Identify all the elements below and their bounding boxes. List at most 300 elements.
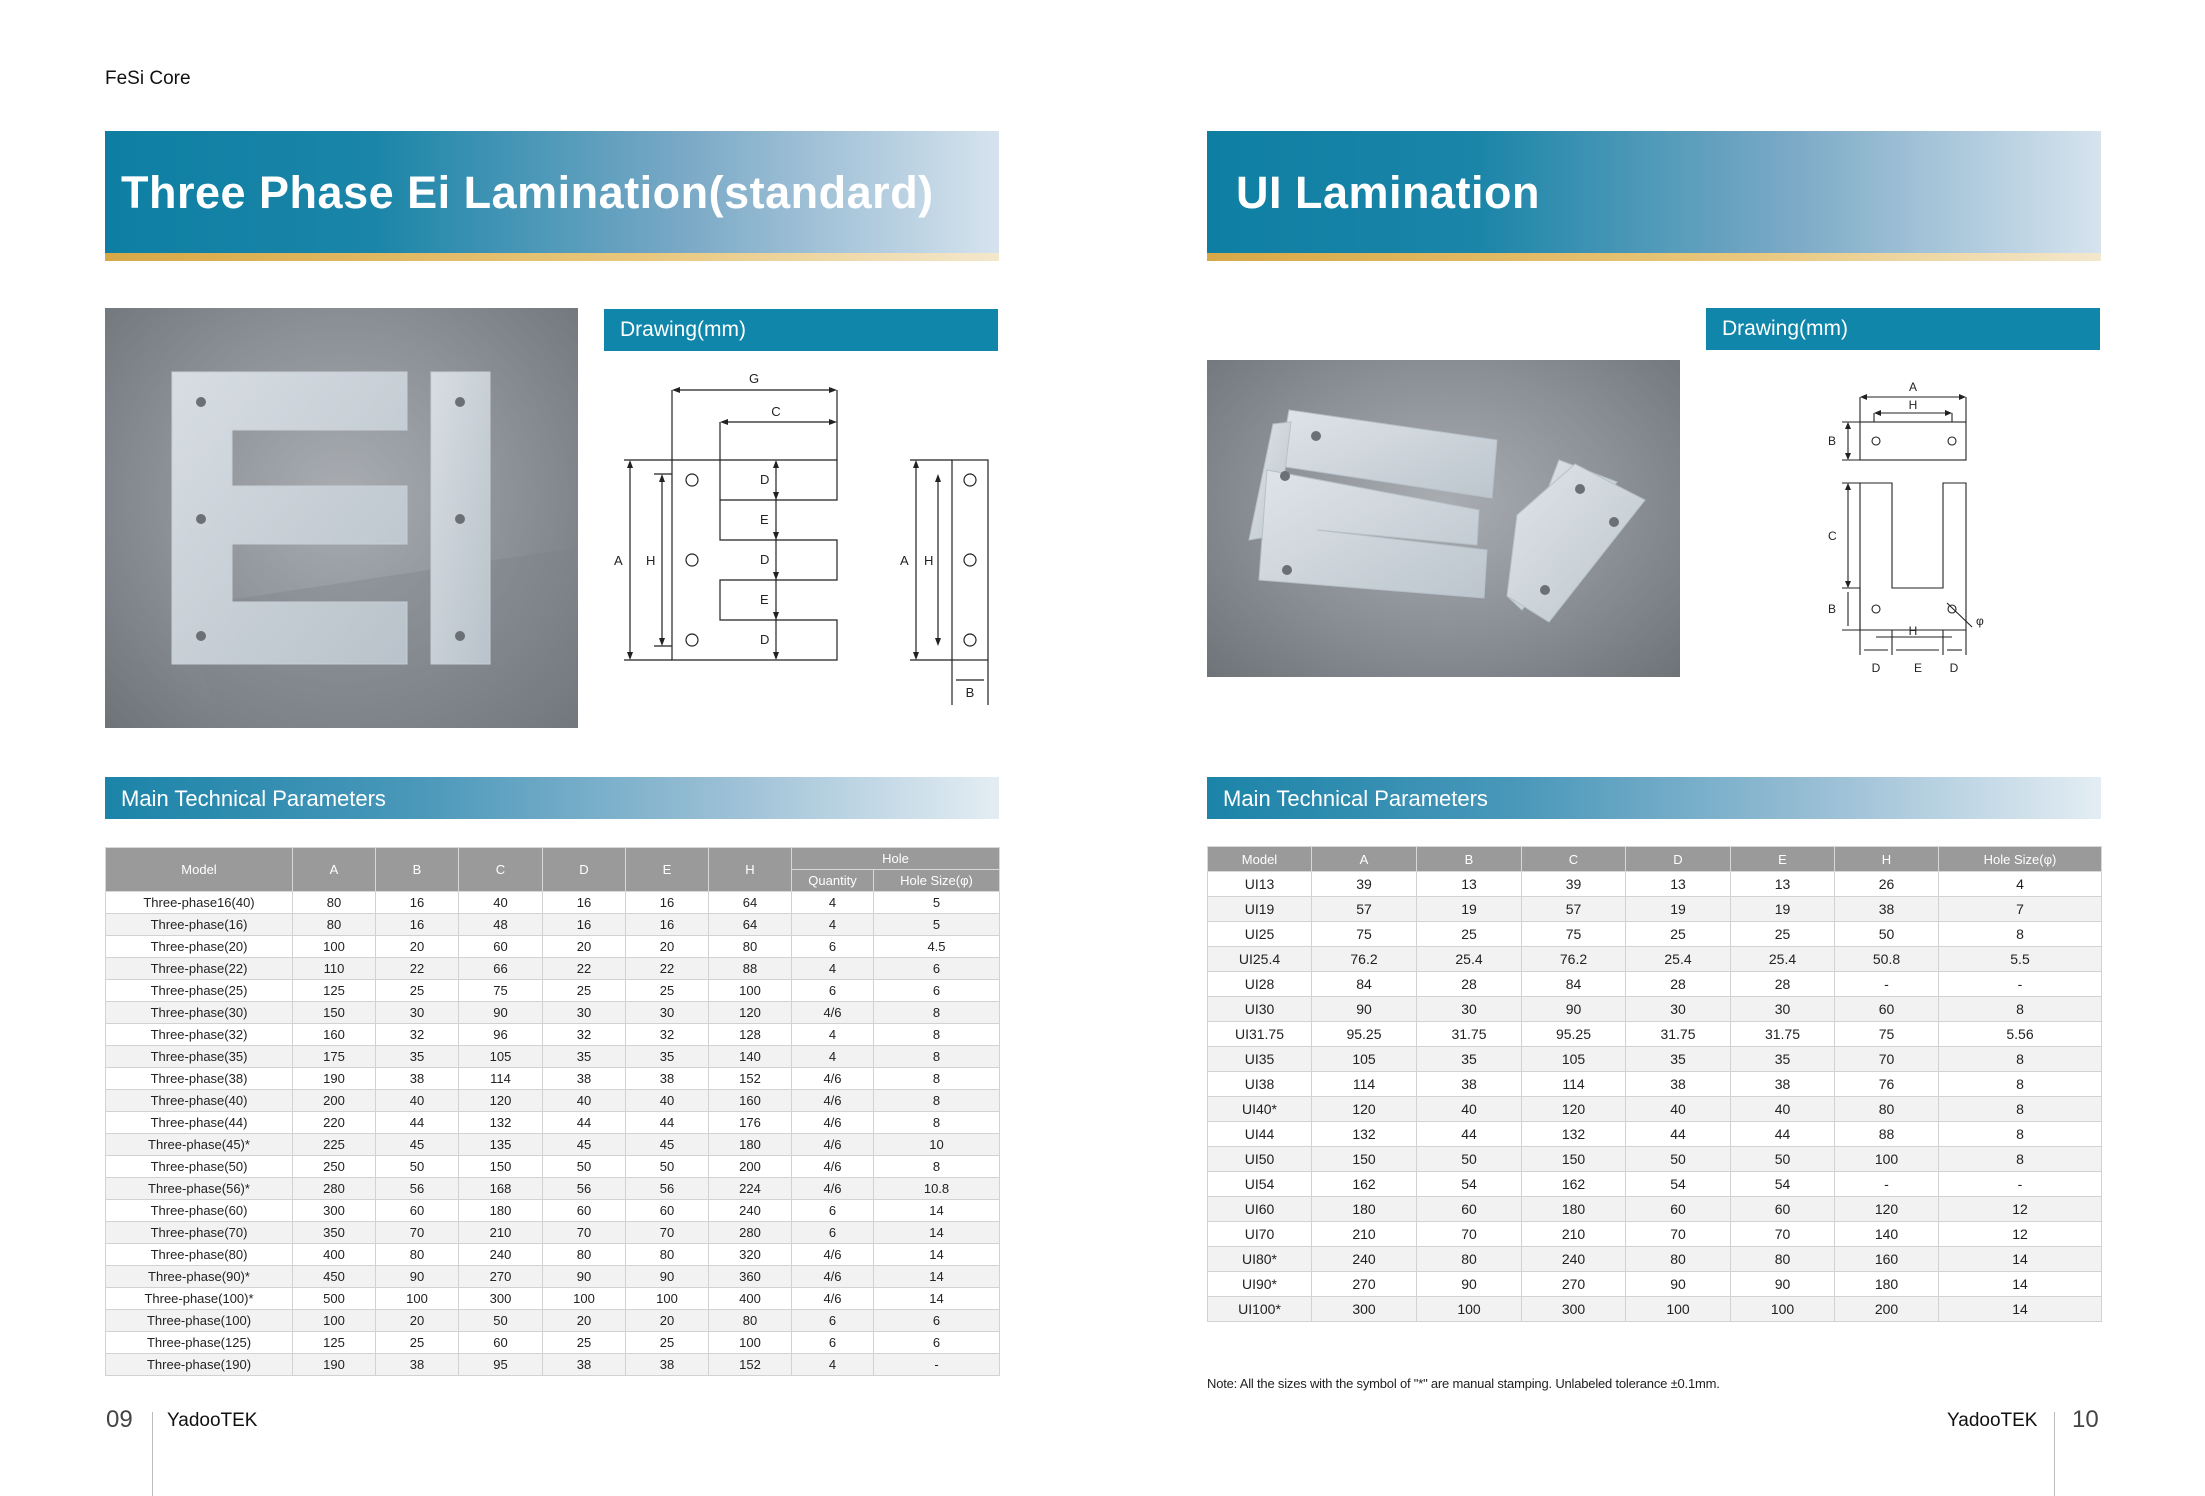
table-row	[1208, 947, 2102, 972]
table-cell: 8	[874, 1156, 1000, 1178]
table-row	[106, 914, 1000, 936]
table-cell: 162	[1312, 1172, 1417, 1197]
table-cell: UI90*	[1208, 1272, 1312, 1297]
table-cell: 56	[626, 1178, 709, 1200]
table-cell: 38	[543, 1354, 626, 1376]
table-cell: 190	[293, 1068, 376, 1090]
table-cell: 44	[543, 1112, 626, 1134]
table-cell: 4/6	[792, 1134, 874, 1156]
ui-dim-label-d1: D	[1871, 661, 1881, 675]
table-cell: 14	[874, 1200, 1000, 1222]
table-cell: 180	[459, 1200, 543, 1222]
right-brand: YadooTEK	[1947, 1410, 2038, 1431]
table-cell: 4/6	[792, 1090, 874, 1112]
ui-lamination-illustration	[1207, 360, 1680, 677]
table-cell: 160	[1835, 1247, 1939, 1272]
table-cell: 175	[293, 1046, 376, 1068]
table-cell: 75	[1312, 922, 1417, 947]
table-cell: Three-phase(60)	[106, 1200, 293, 1222]
table-cell: Three-phase(90)*	[106, 1266, 293, 1288]
right-section-bar	[1207, 777, 2101, 819]
table-row	[106, 1288, 1000, 1310]
table-row	[1208, 972, 2102, 997]
table-cell: Three-phase(80)	[106, 1244, 293, 1266]
table-cell: 140	[1835, 1222, 1939, 1247]
table-row	[1208, 922, 2102, 947]
table-cell: 176	[709, 1112, 792, 1134]
ui-col-header-hole-size: Hole Size(φ)	[1939, 847, 2102, 872]
table-cell: Three-phase(70)	[106, 1222, 293, 1244]
table-cell: 135	[459, 1134, 543, 1156]
table-cell: 450	[293, 1266, 376, 1288]
table-cell: 6	[792, 1200, 874, 1222]
table-cell: 105	[459, 1046, 543, 1068]
table-cell: UI100*	[1208, 1297, 1312, 1322]
col-header-hole: Hole	[792, 848, 1000, 870]
table-cell: 100	[1731, 1297, 1835, 1322]
table-cell: Three-phase(50)	[106, 1156, 293, 1178]
table-row	[1208, 1197, 2102, 1222]
table-cell: 45	[626, 1134, 709, 1156]
table-cell: 210	[1522, 1222, 1626, 1247]
table-row	[1208, 897, 2102, 922]
table-cell: UI80*	[1208, 1247, 1312, 1272]
table-row	[106, 1046, 1000, 1068]
table-cell: 4.5	[874, 936, 1000, 958]
table-cell: UI70	[1208, 1222, 1312, 1247]
table-cell: 6	[874, 958, 1000, 980]
dim-label-a-i: A	[900, 553, 909, 568]
table-row	[1208, 1072, 2102, 1097]
table-cell: Three-phase(40)	[106, 1090, 293, 1112]
table-cell: 48	[459, 914, 543, 936]
table-cell: 6	[792, 980, 874, 1002]
ui-dim-label-e: E	[1913, 661, 1923, 675]
table-cell: 132	[1312, 1122, 1417, 1147]
left-footer-divider	[152, 1412, 153, 1496]
table-cell: 4	[792, 892, 874, 914]
table-cell: 28	[1731, 972, 1835, 997]
table-cell: 25.4	[1626, 947, 1731, 972]
table-cell: 100	[293, 1310, 376, 1332]
table-cell: -	[1835, 972, 1939, 997]
table-cell: 14	[1939, 1247, 2102, 1272]
table-cell: 14	[874, 1266, 1000, 1288]
table-row	[106, 936, 1000, 958]
table-row	[1208, 1022, 2102, 1047]
table-cell: 96	[459, 1024, 543, 1046]
col-header-quantity: Quantity	[792, 870, 874, 892]
table-cell: 114	[1522, 1072, 1626, 1097]
table-cell: 4/6	[792, 1288, 874, 1310]
table-cell: 40	[1731, 1097, 1835, 1122]
table-row	[106, 1112, 1000, 1134]
table-cell: 180	[1312, 1197, 1417, 1222]
table-cell: 95.25	[1312, 1022, 1417, 1047]
table-cell: 180	[709, 1134, 792, 1156]
table-cell: 66	[459, 958, 543, 980]
ui-dim-label-b1: B	[1828, 434, 1837, 448]
table-cell: 13	[1731, 872, 1835, 897]
ui-dim-label-c: C	[1828, 529, 1837, 543]
table-cell: 80	[709, 936, 792, 958]
table-cell: 40	[1417, 1097, 1522, 1122]
table-cell: 8	[874, 1024, 1000, 1046]
table-cell: 76	[1835, 1072, 1939, 1097]
table-cell: 152	[709, 1068, 792, 1090]
table-cell: 4/6	[792, 1112, 874, 1134]
table-cell: UI38	[1208, 1072, 1312, 1097]
table-row	[106, 1244, 1000, 1266]
table-cell: Three-phase(125)	[106, 1332, 293, 1354]
table-cell: 80	[293, 914, 376, 936]
table-cell: 60	[1626, 1197, 1731, 1222]
table-cell: 4/6	[792, 1156, 874, 1178]
table-cell: 6	[874, 1310, 1000, 1332]
table-cell: 270	[1312, 1272, 1417, 1297]
table-cell: -	[1939, 1172, 2102, 1197]
table-cell: 84	[1522, 972, 1626, 997]
table-cell: 31.75	[1626, 1022, 1731, 1047]
table-cell: 38	[626, 1354, 709, 1376]
table-cell: 300	[293, 1200, 376, 1222]
table-cell: 8	[1939, 1072, 2102, 1097]
table-cell: 30	[626, 1002, 709, 1024]
table-row	[1208, 1272, 2102, 1297]
table-cell: 16	[376, 892, 459, 914]
table-cell: UI13	[1208, 872, 1312, 897]
table-cell: 100	[1417, 1297, 1522, 1322]
table-cell: 80	[543, 1244, 626, 1266]
table-cell: 125	[293, 1332, 376, 1354]
table-cell: 5.5	[1939, 947, 2102, 972]
table-cell: Three-phase(30)	[106, 1002, 293, 1024]
table-cell: 6	[792, 1332, 874, 1354]
table-cell: -	[1939, 972, 2102, 997]
table-cell: 90	[626, 1266, 709, 1288]
table-cell: 60	[626, 1200, 709, 1222]
table-cell: 16	[543, 914, 626, 936]
table-cell: 80	[1417, 1247, 1522, 1272]
table-cell: 8	[1939, 1147, 2102, 1172]
header-label: FeSi Core	[105, 68, 191, 89]
table-cell: 39	[1522, 872, 1626, 897]
table-cell: 60	[1731, 1197, 1835, 1222]
table-cell: 240	[1522, 1247, 1626, 1272]
table-cell: 60	[543, 1200, 626, 1222]
ui-col-header-a: A	[1312, 847, 1417, 872]
table-cell: 4/6	[792, 1244, 874, 1266]
table-cell: 14	[874, 1244, 1000, 1266]
table-cell: UI60	[1208, 1197, 1312, 1222]
table-cell: 320	[709, 1244, 792, 1266]
table-cell: 140	[709, 1046, 792, 1068]
table-cell: 25	[1626, 922, 1731, 947]
table-row	[1208, 872, 2102, 897]
left-section-bar	[105, 777, 999, 819]
left-drawing-label: Drawing(mm)	[620, 318, 746, 341]
table-cell: 80	[1835, 1097, 1939, 1122]
table-cell: UI25.4	[1208, 947, 1312, 972]
table-cell: UI19	[1208, 897, 1312, 922]
table-cell: 70	[543, 1222, 626, 1244]
table-cell: 90	[459, 1002, 543, 1024]
table-row	[106, 958, 1000, 980]
ei-parameters-table	[105, 847, 1000, 1376]
table-cell: 54	[1626, 1172, 1731, 1197]
table-cell: 114	[1312, 1072, 1417, 1097]
table-cell: 25	[376, 980, 459, 1002]
table-cell: 22	[376, 958, 459, 980]
table-cell: 4	[1939, 872, 2102, 897]
table-cell: Three-phase16(40)	[106, 892, 293, 914]
table-cell: 76.2	[1522, 947, 1626, 972]
table-cell: 16	[543, 892, 626, 914]
table-cell: Three-phase(56)*	[106, 1178, 293, 1200]
table-cell: Three-phase(32)	[106, 1024, 293, 1046]
table-cell: 95.25	[1522, 1022, 1626, 1047]
table-row	[106, 1068, 1000, 1090]
table-cell: 20	[376, 1310, 459, 1332]
dim-label-d3: D	[760, 632, 770, 647]
col-header-a: A	[293, 848, 376, 892]
table-cell: 38	[1626, 1072, 1731, 1097]
table-cell: 280	[293, 1178, 376, 1200]
table-cell: 4	[792, 914, 874, 936]
table-cell: 26	[1835, 872, 1939, 897]
ui-col-header-c: C	[1522, 847, 1626, 872]
table-row	[1208, 997, 2102, 1022]
table-cell: 35	[543, 1046, 626, 1068]
table-cell: 180	[1522, 1197, 1626, 1222]
ui-dim-label-b2: B	[1828, 602, 1837, 616]
table-cell: 300	[1522, 1297, 1626, 1322]
right-page-title: UI Lamination	[1236, 167, 1541, 218]
table-cell: 16	[376, 914, 459, 936]
table-cell: 56	[543, 1178, 626, 1200]
table-cell: 38	[376, 1068, 459, 1090]
table-cell: Three-phase(45)*	[106, 1134, 293, 1156]
ui-dim-label-phi: φ	[1976, 614, 1984, 628]
table-cell: 162	[1522, 1172, 1626, 1197]
table-cell: 8	[1939, 1097, 2102, 1122]
table-cell: 44	[376, 1112, 459, 1134]
right-title-banner	[1207, 131, 2101, 253]
table-cell: 20	[376, 936, 459, 958]
table-cell: 100	[293, 936, 376, 958]
table-cell: 180	[1835, 1272, 1939, 1297]
table-cell: 120	[1522, 1097, 1626, 1122]
table-cell: 360	[709, 1266, 792, 1288]
table-cell: Three-phase(22)	[106, 958, 293, 980]
table-cell: 70	[376, 1222, 459, 1244]
table-cell: 70	[1835, 1047, 1939, 1072]
table-cell: 25.4	[1731, 947, 1835, 972]
table-cell: 90	[543, 1266, 626, 1288]
table-cell: 8	[874, 1068, 1000, 1090]
table-cell: 75	[1835, 1022, 1939, 1047]
table-cell: 30	[1417, 997, 1522, 1022]
table-row	[106, 1024, 1000, 1046]
table-row	[106, 1222, 1000, 1244]
table-cell: 25	[543, 1332, 626, 1354]
left-page-title: Three Phase Ei Lamination(standard)	[121, 167, 934, 218]
table-cell: 224	[709, 1178, 792, 1200]
table-cell: 31.75	[1731, 1022, 1835, 1047]
table-cell: 54	[1731, 1172, 1835, 1197]
table-cell: 38	[376, 1354, 459, 1376]
ui-col-header-e: E	[1731, 847, 1835, 872]
ei-technical-drawing	[604, 360, 999, 715]
table-cell: 16	[626, 892, 709, 914]
table-cell: 280	[709, 1222, 792, 1244]
right-drawing-label: Drawing(mm)	[1722, 317, 1848, 340]
table-cell: 100	[626, 1288, 709, 1310]
table-cell: UI31.75	[1208, 1022, 1312, 1047]
table-cell: 19	[1731, 897, 1835, 922]
table-cell: 6	[792, 1222, 874, 1244]
table-cell: 30	[1626, 997, 1731, 1022]
table-row	[106, 1090, 1000, 1112]
table-cell: 150	[459, 1156, 543, 1178]
table-cell: 54	[1417, 1172, 1522, 1197]
table-cell: 350	[293, 1222, 376, 1244]
table-cell: 13	[1626, 872, 1731, 897]
table-cell: 210	[459, 1222, 543, 1244]
table-cell: 4/6	[792, 1068, 874, 1090]
table-cell: 50	[1626, 1147, 1731, 1172]
table-cell: 240	[459, 1244, 543, 1266]
table-cell: 28	[1626, 972, 1731, 997]
table-cell: 56	[376, 1178, 459, 1200]
table-cell: 25.4	[1417, 947, 1522, 972]
table-cell: 4	[792, 1354, 874, 1376]
table-cell: 12	[1939, 1222, 2102, 1247]
table-cell: 38	[1417, 1072, 1522, 1097]
table-cell: 300	[459, 1288, 543, 1310]
table-cell: UI30	[1208, 997, 1312, 1022]
table-cell: 100	[1626, 1297, 1731, 1322]
table-row	[106, 1002, 1000, 1024]
table-cell: 60	[459, 936, 543, 958]
table-cell: 6	[792, 1310, 874, 1332]
table-cell: 38	[1731, 1072, 1835, 1097]
table-cell: 105	[1312, 1047, 1417, 1072]
table-cell: 20	[543, 1310, 626, 1332]
table-cell: 35	[1626, 1047, 1731, 1072]
table-cell: 40	[459, 892, 543, 914]
table-cell: 225	[293, 1134, 376, 1156]
table-cell: 16	[626, 914, 709, 936]
table-cell: 160	[293, 1024, 376, 1046]
table-cell: 25	[626, 980, 709, 1002]
table-row	[106, 980, 1000, 1002]
table-cell: 60	[1835, 997, 1939, 1022]
table-cell: 25	[626, 1332, 709, 1354]
table-cell: Three-phase(20)	[106, 936, 293, 958]
table-cell: 100	[376, 1288, 459, 1310]
table-cell: 20	[543, 936, 626, 958]
ui-col-header-model: Model	[1208, 847, 1312, 872]
table-cell: 80	[293, 892, 376, 914]
table-cell: 35	[1731, 1047, 1835, 1072]
table-row	[106, 1310, 1000, 1332]
table-cell: 19	[1417, 897, 1522, 922]
table-cell: 20	[626, 1310, 709, 1332]
table-cell: 25	[376, 1332, 459, 1354]
table-cell: 20	[626, 936, 709, 958]
table-row	[1208, 1097, 2102, 1122]
table-row	[106, 1178, 1000, 1200]
left-brand: YadooTEK	[167, 1410, 258, 1431]
ui-technical-drawing	[1820, 375, 1995, 680]
table-cell: 400	[293, 1244, 376, 1266]
table-cell: 25	[543, 980, 626, 1002]
table-cell: 60	[459, 1332, 543, 1354]
table-cell: 45	[543, 1134, 626, 1156]
table-cell: 250	[293, 1156, 376, 1178]
table-cell: 5	[874, 914, 1000, 936]
table-cell: 120	[459, 1090, 543, 1112]
table-cell: 64	[709, 892, 792, 914]
table-cell: 32	[626, 1024, 709, 1046]
ui-lamination-photo	[1207, 360, 1680, 677]
table-cell: 150	[1522, 1147, 1626, 1172]
dim-label-e2: E	[760, 592, 769, 607]
table-cell: 100	[709, 980, 792, 1002]
table-cell: 100	[709, 1332, 792, 1354]
table-cell: 50	[1731, 1147, 1835, 1172]
table-cell: 60	[1417, 1197, 1522, 1222]
table-cell: 90	[1522, 997, 1626, 1022]
table-cell: UI40*	[1208, 1097, 1312, 1122]
table-row	[1208, 1047, 2102, 1072]
dim-label-h: H	[646, 553, 656, 568]
table-cell: 14	[874, 1288, 1000, 1310]
table-cell: 84	[1312, 972, 1417, 997]
table-cell: 8	[874, 1002, 1000, 1024]
table-cell: 25	[1731, 922, 1835, 947]
table-cell: 80	[1731, 1247, 1835, 1272]
table-cell: 30	[543, 1002, 626, 1024]
table-cell: UI35	[1208, 1047, 1312, 1072]
table-row	[1208, 1222, 2102, 1247]
table-cell: 120	[1835, 1197, 1939, 1222]
dim-label-d2: D	[760, 552, 770, 567]
table-cell: 40	[376, 1090, 459, 1112]
table-cell: 88	[709, 958, 792, 980]
table-cell: 125	[293, 980, 376, 1002]
table-cell: 5	[874, 892, 1000, 914]
table-cell: 500	[293, 1288, 376, 1310]
table-cell: -	[874, 1354, 1000, 1376]
table-cell: 152	[709, 1354, 792, 1376]
ui-col-header-d: D	[1626, 847, 1731, 872]
table-row	[106, 1134, 1000, 1156]
table-cell: 30	[1731, 997, 1835, 1022]
table-cell: 4/6	[792, 1266, 874, 1288]
ui-col-header-b: B	[1417, 847, 1522, 872]
col-header-model: Model	[106, 848, 293, 892]
table-row	[1208, 1147, 2102, 1172]
table-cell: 75	[459, 980, 543, 1002]
table-cell: 19	[1626, 897, 1731, 922]
table-cell: 50.8	[1835, 947, 1939, 972]
col-header-h: H	[709, 848, 792, 892]
table-cell: 90	[1312, 997, 1417, 1022]
table-cell: 110	[293, 958, 376, 980]
table-cell: 39	[1312, 872, 1417, 897]
